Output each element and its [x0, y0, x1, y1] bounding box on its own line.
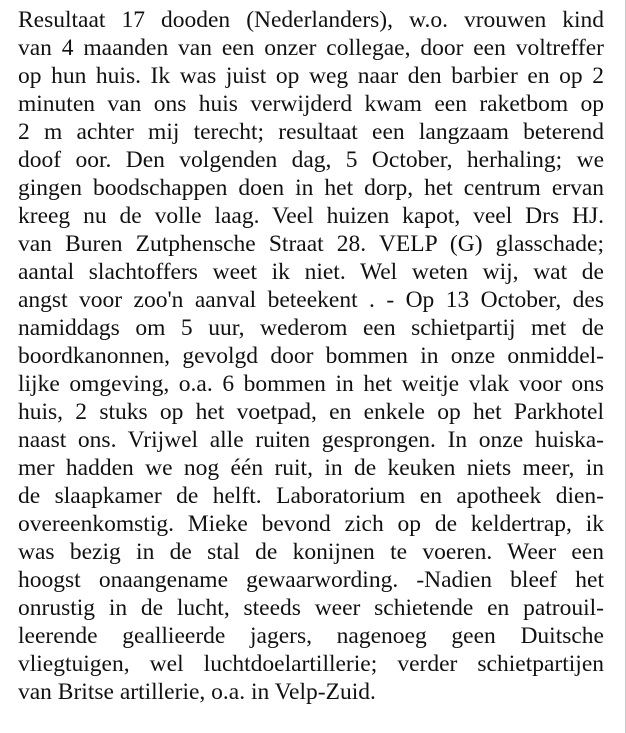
text-line: lijke omgeving, o.a. 6 bommen in het weitje vlak voor ons	[18, 371, 604, 397]
text-line: Resultaat 17 dooden (Nederlanders), w.o. vrouwen kind	[18, 7, 604, 33]
text-line-last: van Britse artillerie, o.a. in Velp-Zuid.	[18, 679, 376, 705]
text-line: 2 m achter mij terecht; resultaat een langzaam beterend	[18, 119, 604, 145]
body-text	[18, 6, 604, 706]
text-line: was bezig in de stal de konijnen te voeren. Weer een	[18, 539, 604, 565]
text-line: leerende geallieerde jagers, nagenoeg geen Duitsche	[18, 623, 604, 649]
text-line: van Buren Zutphensche Straat 28. VELP (G) glasschade;	[18, 231, 604, 257]
text-line: angst voor zoo'n aanval beteekent . - Op 13 October, des	[18, 287, 604, 313]
text-line: minuten van ons huis verwijderd kwam een raketbom op	[18, 91, 604, 117]
text-line: mer hadden we nog één ruit, in de keuken niets meer, in	[18, 455, 604, 481]
text-line: namiddags om 5 uur, wederom een schietpartij met de	[18, 315, 604, 341]
text-line: overeenkomstig. Mieke bevond zich op de keldertrap, ik	[18, 511, 604, 537]
text-line: hoogst onaangename gewaarwording. -Nadien bleef het	[18, 567, 604, 593]
text-line: naast ons. Vrijwel alle ruiten gesprongen. In onze huiska-	[18, 427, 604, 453]
text-line: aantal slachtoffers weet ik niet. Wel weten wij, wat de	[18, 259, 604, 285]
text-line: op hun huis. Ik was juist op weg naar den barbier en op 2	[18, 63, 604, 89]
text-line: onrustig in de lucht, steeds weer schietende en patrouil-	[18, 595, 604, 621]
text-line: boordkanonnen, gevolgd door bommen in onze onmiddel-	[18, 343, 604, 369]
text-line: vliegtuigen, wel luchtdoelartillerie; verder schietpartijen	[18, 651, 604, 677]
text-line: kreeg nu de volle laag. Veel huizen kapot, veel Drs HJ.	[18, 203, 604, 229]
text-line: doof oor. Den volgenden dag, 5 October, herhaling; we	[18, 147, 604, 173]
text-line: gingen boodschappen doen in het dorp, het centrum ervan	[18, 175, 604, 201]
text-line: huis, 2 stuks op het voetpad, en enkele op het Parkhotel	[18, 399, 604, 425]
text-line: de slaapkamer de helft. Laboratorium en apotheek dien-	[18, 483, 604, 509]
text-line: van 4 maanden van een onzer collegae, door een voltreffer	[18, 35, 604, 61]
